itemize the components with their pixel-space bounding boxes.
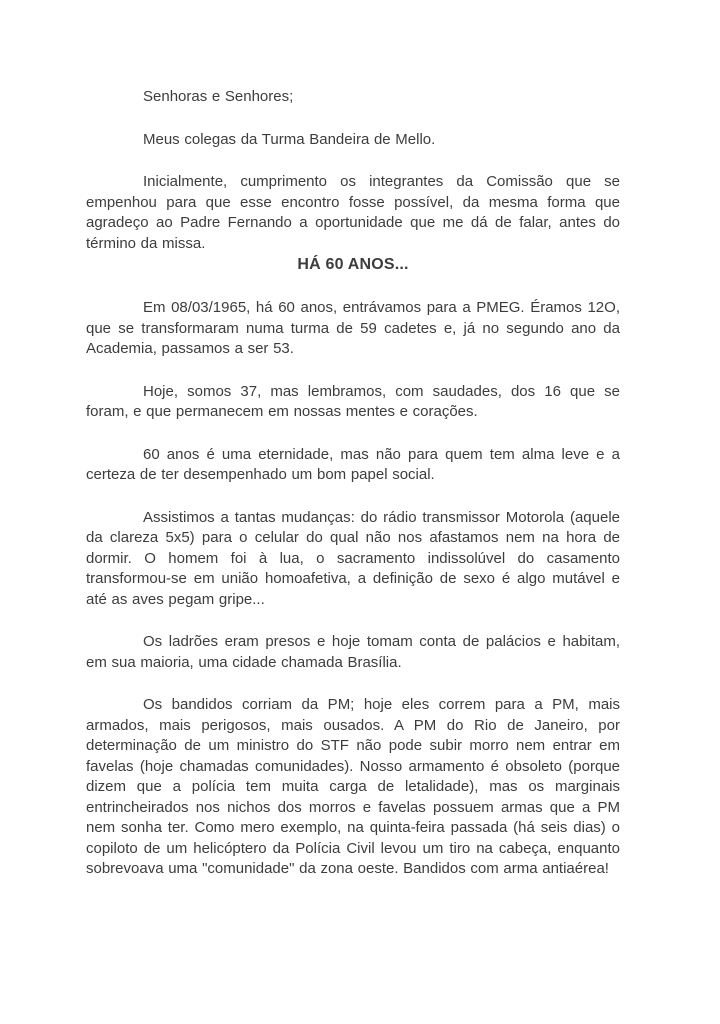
paragraph-bandits: Os bandidos corriam da PM; hoje eles correm para a PM, mais armados, mais perigosos, mais ousados. A PM do Rio de Janeiro, por determinação de um ministro do STF não pode subir morro nem entrar em favelas (hoje chamadas comunidades). Nosso armamento é obsoleto (porque dizem que a polícia tem muita carga de letalidade), mas os marginais entrincheirados nos nichos dos morros e favelas possuem armas que a PM nem sonha ter. Como mero exemplo, na quinta-feira passada (há seis dias) o copiloto de um helicóptero da Polícia Civil levou um tiro na cabeça, enquanto sobrevoava uma "comunidade" da zona oeste. Bandidos com arma antiaérea! — [86, 696, 620, 877]
paragraph-eternity: 60 anos é uma eternidade, mas não para quem tem alma leve e a certeza de ter desempenhado um bom papel social. — [86, 445, 620, 483]
paragraph-changes: Assistimos a tantas mudanças: do rádio transmissor Motorola (aquele da clareza 5x5) para o celular do qual não nos afastamos nem na hora de dormir. O homem foi à lua, o sacramento indissolúvel do casamento transformou-se em união homoafetiva, a definição de sexo é algo mutável e até as aves pegam gripe... — [86, 508, 620, 608]
paragraph-greeting: Inicialmente, cumprimento os integrantes da Comissão que se empenhou para que esse encontro fosse possível, da mesma forma que agradeço ao Padre Fernando a oportunidade que me dá de falar, antes do término da missa. — [86, 173, 620, 252]
paragraph-colleagues: Meus colegas da Turma Bandeira de Mello. — [143, 130, 436, 148]
paragraph-entry-1965: Em 08/03/1965, há 60 anos, entrávamos para a PMEG. Éramos 12O, que se transformaram numa turma de 59 cadetes e, já no segundo ano da Academia, passamos a ser 53. — [86, 299, 620, 357]
paragraph-today-37: Hoje, somos 37, mas lembramos, com saudades, dos 16 que se foram, e que permanecem em nossas mentes e corações. — [86, 382, 620, 420]
section-heading: HÁ 60 ANOS... — [297, 256, 409, 273]
document-body — [86, 87, 620, 902]
paragraph-thieves: Os ladrões eram presos e hoje tomam conta de palácios e habitam, em sua maioria, uma cidade chamada Brasília. — [86, 633, 620, 671]
paragraph-salutation: Senhoras e Senhores; — [143, 88, 294, 105]
